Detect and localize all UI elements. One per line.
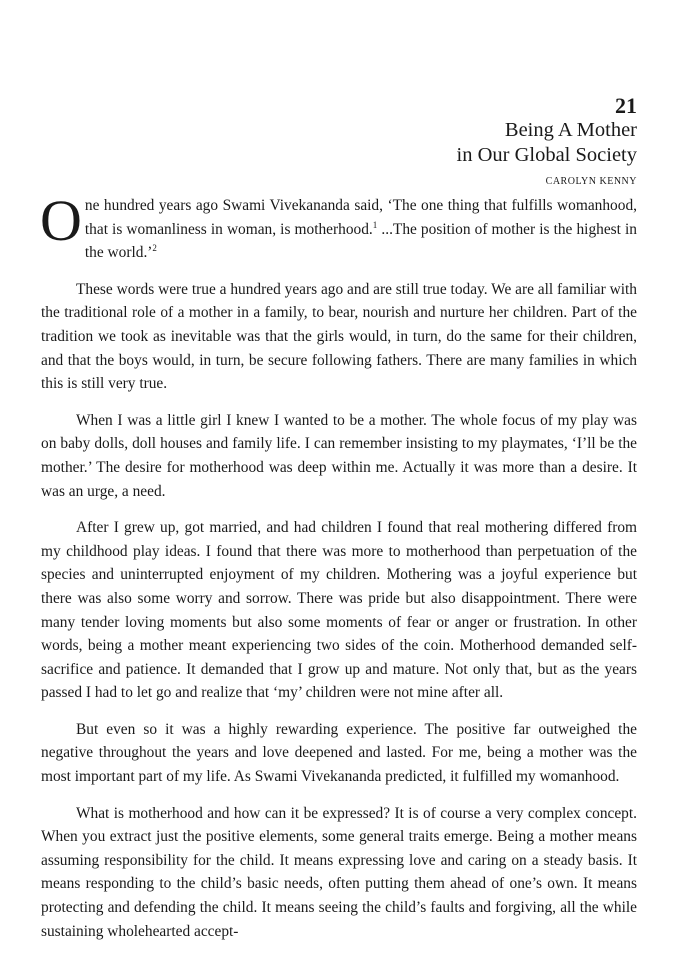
paragraph-1-continuation: ...The position of mother is the highest in the world.’ (84, 220, 637, 262)
body-text (40, 188, 637, 956)
chapter-title-line-2: in Our Global Society (456, 144, 637, 166)
chapter-title-line-1: Being A Mother (504, 119, 637, 141)
book-page (40, 0, 637, 940)
paragraph-2: These words were true a hundred years ago and are still true today. We are all familiar with the traditional role of a mother in a family, to bear, nourish and nurture her children. Part of the tradition we took as inevitable was that the girls would, in turn, do the same for their children, and that the boys would, in turn, be secure following fathers. There are many families in which this is still very true. (41, 280, 637, 393)
paragraph-6: What is motherhood and how can it be expressed? It is of course a very complex concept. When you extract just the positive elements, some general traits emerge. Being a mother means assuming responsibility for the child. It means expressing love and caring on a steady basis. It means responding to the child’s basic needs, often putting them ahead of one’s own. It means protecting and defending the child. It means seeing the child’s faults and forgiving, all the while sustaining wholehearted accept- (41, 804, 637, 940)
paragraph-1-text: ne hundred years ago Swami Vivekananda said, ‘The one thing that fulfills womanhood, that is womanliness in woman, is motherhood. (84, 197, 637, 238)
chapter-author: CAROLYN KENNY (545, 176, 637, 187)
chapter-number: 21 (615, 93, 637, 118)
footnote-ref-2: 2 (152, 243, 157, 254)
chapter-title (457, 118, 638, 168)
paragraph-5: But even so it was a highly rewarding experience. The positive far outweighed the negative throughout the years and love deepened and lasted. For me, being a mother was the most important part of my life. As Swami Vivekananda predicted, it fulfilled my womanhood. (41, 720, 637, 786)
footnote-ref-1: 1 (372, 219, 378, 230)
drop-cap: O (40, 188, 82, 253)
paragraph-3: When I was a little girl I knew I wanted to be a mother. The whole focus of my play was on baby dolls, doll houses and family life. I can remember insisting to my playmates, ‘I’ll be the mother.’ The desire for motherhood was deep within me. Actually it was more than a desire. It was an urge, a need. (41, 411, 637, 500)
paragraph-1 (40, 188, 637, 265)
paragraph-4: After I grew up, got married, and had children I found that real mothering differed from my childhood play ideas. I found that there was more to motherhood than perpetuation of the species and uninterrupted enjoyment of my children. Mothering was a joyful experience but there was also some worry and sorrow. There was pride but also disappointment. There were many tender loving moments but also some moments of fear or anger or frustration. In other words, being a mother meant experiencing two sides of the coin. Motherhood demanded self-sacrifice and patience. It demanded that I grow up and mature. Not only that, but as the years passed I had to let go and realize that ‘my’ children were not mine after all. (41, 519, 637, 702)
